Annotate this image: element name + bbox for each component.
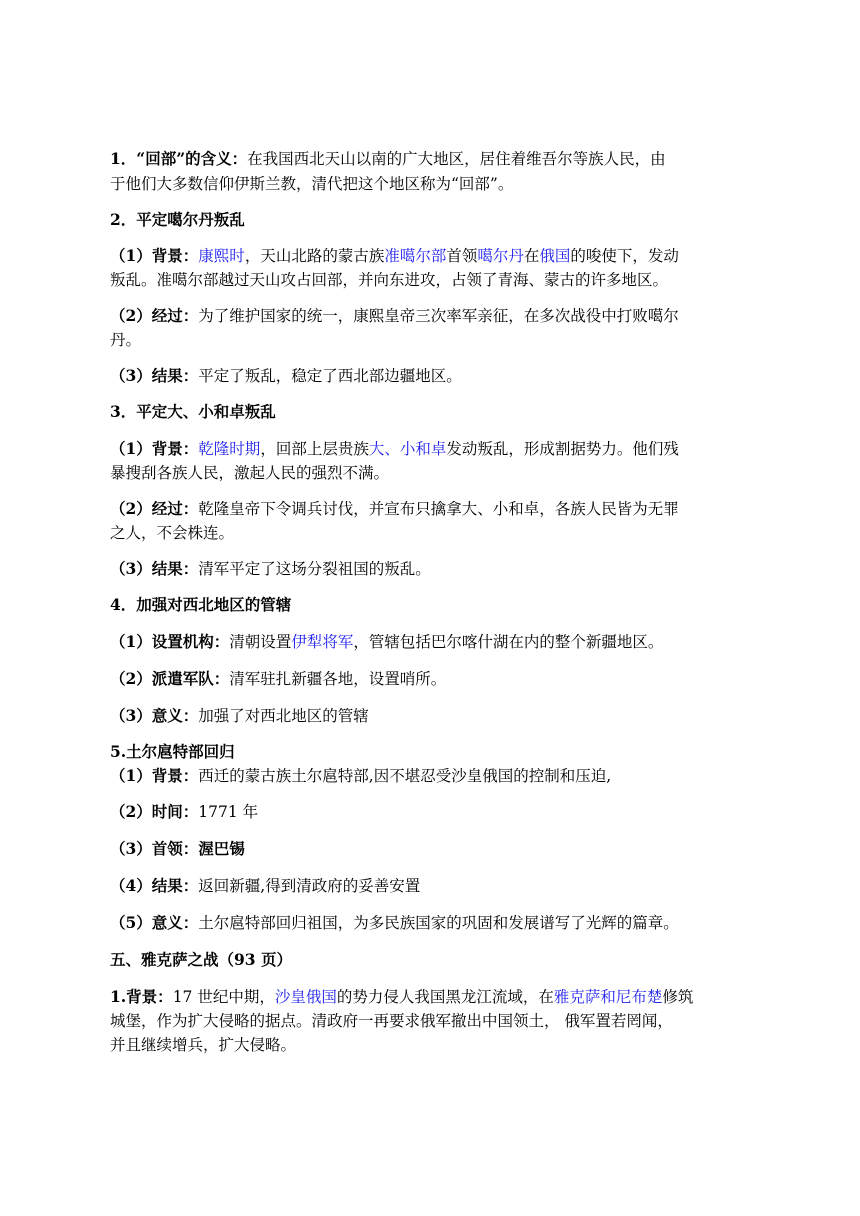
s5-p3-label: （3）首领： [110,839,199,858]
s4-p2-label: （2）派遣军队： [110,669,230,688]
s1-line1 [110,147,666,171]
s3-p3 [110,557,431,581]
s5-p4-label: （4）结果： [110,876,199,895]
keyword-russia: 俄国 [539,247,571,265]
s3-p2-label: （2）经过： [110,499,199,518]
s4-title: 4．加强对西北地区的管辖 [110,595,292,614]
text-segment: 平定了叛乱，稳定了西北部边疆地区。 [198,367,462,385]
text-segment: 返回新疆,得到清政府的妥善安置 [198,877,421,895]
s6-p1-line1 [110,985,693,1009]
s5-p3 [110,837,245,861]
s3-title: 3．平定大、小和卓叛乱 [110,402,276,421]
text-segment: 1771 年 [198,803,259,821]
s4-p3 [110,704,369,728]
s3-p1-line1 [110,437,679,461]
text-segment: 发动叛乱，形成割据势力。他们残 [446,440,679,458]
s5-title: 5.土尔扈特部回归 [110,742,235,761]
s5-p2-label: （2）时间： [110,802,199,821]
s4-p1-label: （1）设置机构： [110,632,230,651]
s2-p3 [110,364,462,388]
text-segment: 清军驻扎新疆各地，设置哨所。 [229,670,447,688]
s2-p1-line2: 叛乱。准噶尔部越过天山攻占回部，并向东进攻，占领了青海、蒙古的许多地区。 [110,271,669,289]
s6-p1-label: 1.背景： [110,987,173,1006]
s4-p3-label: （3）意义： [110,706,199,725]
s3-p1-label: （1）背景： [110,439,199,458]
text-segment: 清朝设置 [229,633,292,651]
text-segment: 土尔扈特部回归祖国，为多民族国家的巩固和发展谱写了光辉的篇章。 [198,914,679,932]
keyword-qianlong: 乾隆时期 [198,440,261,458]
s5-p5-label: （5）意义： [110,913,199,932]
text-segment: 17 世纪中期， [172,988,275,1006]
s6-title: 五、雅克萨之战（93 页） [110,950,292,969]
s6-p1-line3: 并且继续增兵，扩大侵略。 [110,1036,297,1054]
s2-p1-label: （1）背景： [110,246,199,265]
s5-p2 [110,800,258,824]
s3-p2-line1 [110,497,679,521]
text-segment: 为了维护国家的统一，康熙皇帝三次率军亲征，在多次战役中打败噶尔 [198,307,679,325]
s4-p1 [110,630,663,654]
text-segment: 西迁的蒙古族土尔扈特部,因不堪忍受沙皇俄国的控制和压迫, [198,767,612,785]
text-segment: 加强了对西北地区的管辖 [198,707,369,725]
text-segment: 修筑 [662,988,694,1006]
text-segment: 在 [523,247,540,265]
text-segment: ，管辖包括巴尔喀什湖在内的整个新疆地区。 [353,633,664,651]
text-segment: 乾隆皇帝下令调兵讨伐，并宣布只擒拿大、小和卓，各族人民皆为无罪 [198,500,679,518]
keyword-hezhuo: 大、小和卓 [368,440,447,458]
s3-p3-label: （3）结果： [110,559,199,578]
keyword-gaerdan: 噶尔丹 [477,247,524,265]
s2-p2-label: （2）经过： [110,306,199,325]
keyword-yili: 伊犁将军 [291,633,354,651]
s3-p1-line2: 暴搜刮各族人民，激起人民的强烈不满。 [110,464,390,482]
s5-p4 [110,874,420,898]
keyword-kangxi: 康熙时 [198,247,245,265]
s2-title: 2．平定噶尔丹叛乱 [110,210,245,229]
text-segment: 的势力侵人我国黑龙江流域，在 [336,988,554,1006]
text-segment: 首领 [446,247,478,265]
s2-p2-line1 [110,304,679,328]
s5-p5 [110,911,679,935]
s2-p1-line1 [110,244,679,268]
text-segment: 渥巴锡 [198,839,245,858]
s5-p1 [110,764,611,788]
s1-text: 在我国西北天山以南的广大地区，居住着维吾尔等族人民，由 [247,150,666,168]
text-segment: ，回部上层贵族 [260,440,369,458]
s3-p2-line2: 之人，不会株连。 [110,524,235,542]
s2-p2-line2: 丹。 [110,331,142,349]
text-segment: 清军平定了这场分裂祖国的叛乱。 [198,560,431,578]
text-segment: 的唆使下，发动 [570,247,679,265]
s6-p1-line2: 城堡，作为扩大侵略的据点。清政府一再要求俄军撤出中国领土， 俄军置若罔闻， [110,1012,673,1030]
keyword-yakesa-nibuchu: 雅克萨和尼布楚 [553,988,663,1006]
text-segment: ，天山北路的蒙古族 [244,247,385,265]
s1-heading: “回部”的含义： [136,149,248,168]
s2-p3-label: （3）结果： [110,366,199,385]
s1-line2: 于他们大多数信仰伊斯兰教，清代把这个地区称为“回部”。 [110,175,514,193]
s5-p1-label: （1）背景： [110,766,199,785]
s1-number: 1． [110,149,137,168]
s4-p2 [110,667,446,691]
keyword-tsarist-russia: 沙皇俄国 [274,988,337,1006]
keyword-zhungeer: 准噶尔部 [384,247,447,265]
